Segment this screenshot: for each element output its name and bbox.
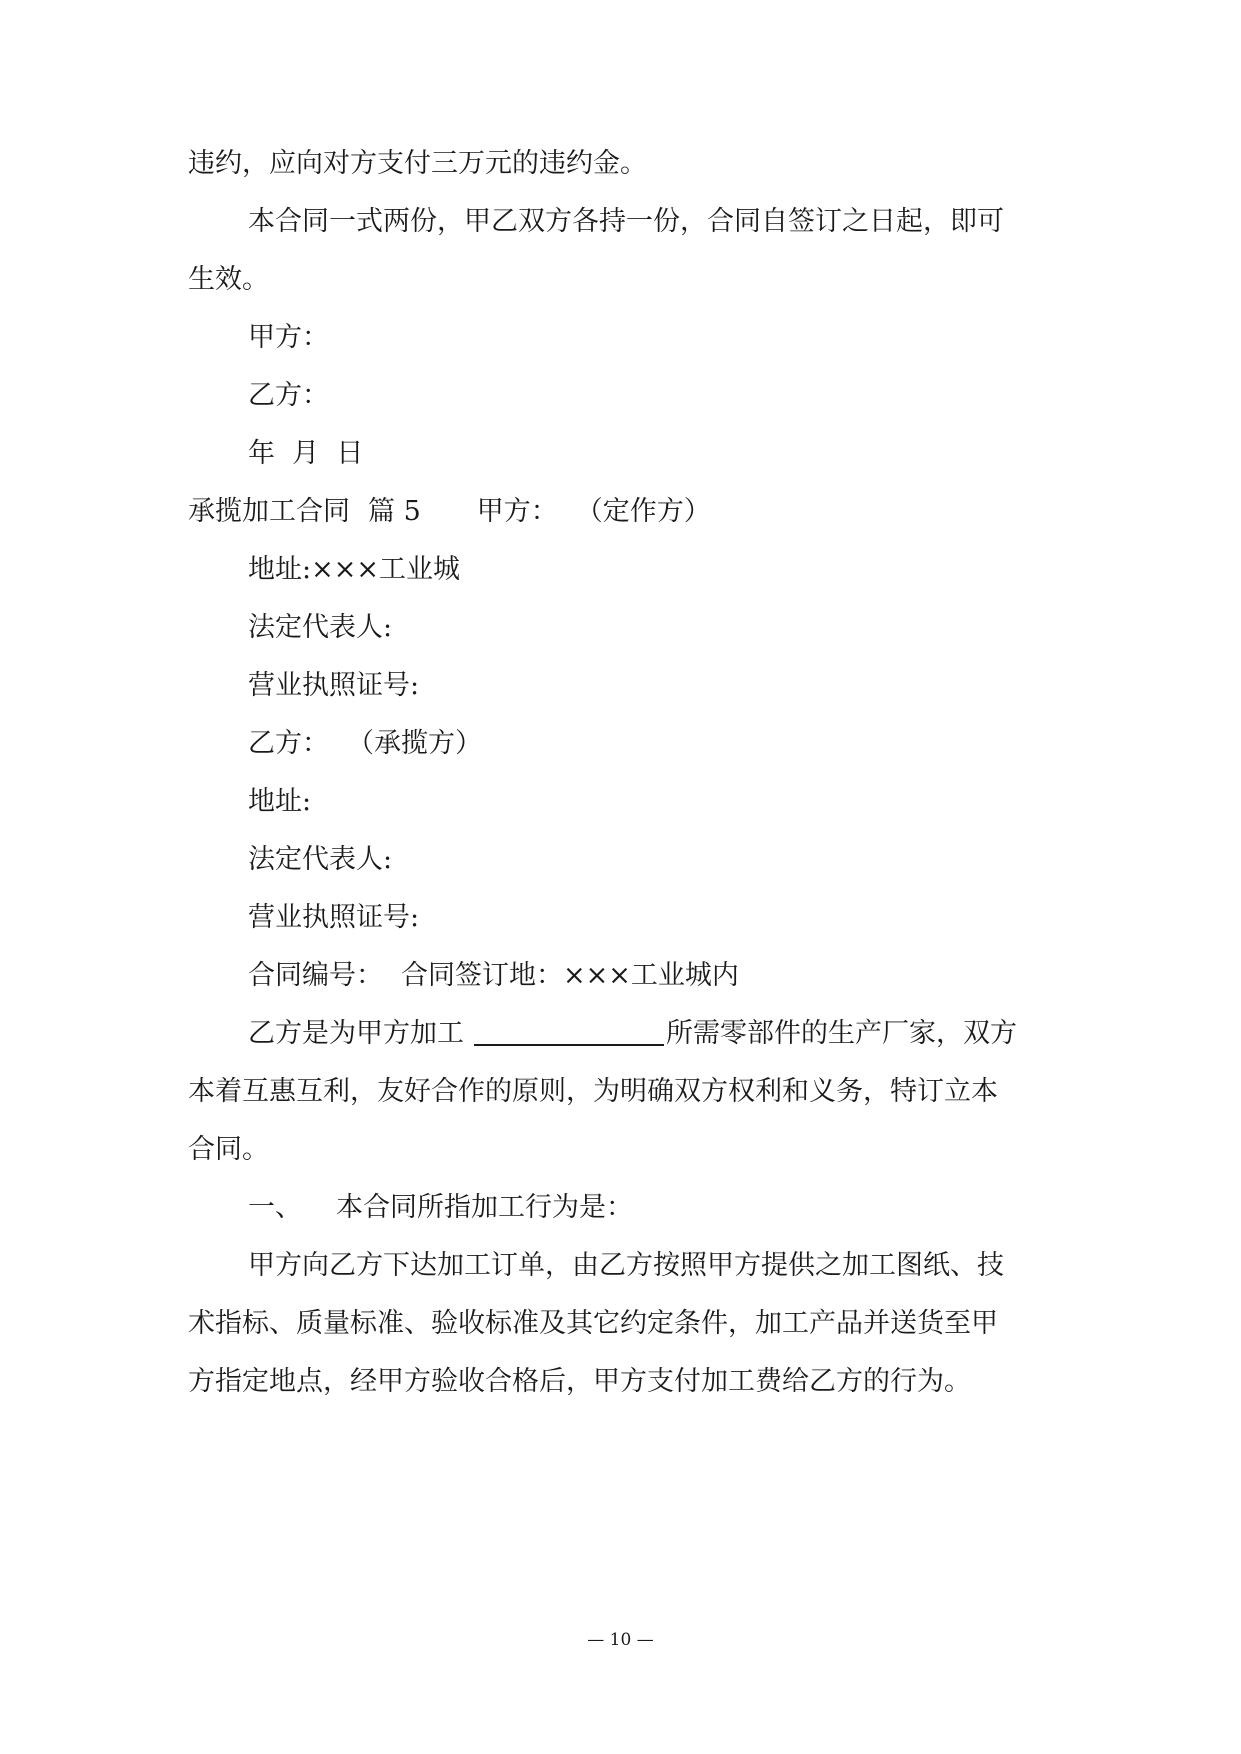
paragraph-line: 术指标、质量标准、验收标准及其它约定条件，加工产品并送货至甲 (188, 1308, 998, 1339)
paragraph-line: 方指定地点，经甲方验收合格后，甲方支付加工费给乙方的行为。 (188, 1366, 971, 1397)
party-b-legal-rep: 法定代表人: (248, 844, 393, 875)
intro-part2: 所需零部件的生产厂家，双方 (666, 1018, 1017, 1049)
contract-heading (188, 494, 1068, 530)
party-a-legal-rep: 法定代表人: (248, 612, 393, 643)
paragraph-line: 生效。 (188, 264, 269, 295)
signature-party-b: 乙方： (248, 380, 329, 411)
party-a-label: 甲方： (476, 496, 558, 527)
intro-part1: 乙方是为甲方加工 (248, 1018, 464, 1049)
paragraph-line: 本着互惠互利，友好合作的原则，为明确双方权利和义务，特订立本 (188, 1076, 998, 1107)
party-b-address: 地址: (248, 786, 312, 817)
contract-place: 合同签订地：×××工业城内 (401, 960, 739, 991)
party-a-address: 地址:×××工业城 (248, 554, 460, 585)
page-number: — 10 — (587, 1630, 654, 1650)
party-b-line (248, 726, 1128, 762)
section-heading (248, 1190, 1128, 1226)
fill-in-blank (474, 1018, 664, 1046)
paragraph-line: 甲方向乙方下达加工订单，由乙方按照甲方提供之加工图纸、技 (248, 1250, 1004, 1281)
contract-number-label: 合同编号： (248, 960, 383, 991)
section-number: 一、 (248, 1192, 302, 1223)
paragraph-line: 违约，应向对方支付三万元的违约金。 (188, 148, 647, 179)
paragraph-line: 本合同一式两份，甲乙双方各持一份，合同自签订之日起，即可 (248, 206, 1004, 237)
party-a-license: 营业执照证号: (248, 670, 420, 701)
contract-meta-line (248, 958, 1128, 994)
signature-date: 年 月 日 (248, 438, 364, 469)
party-a-role: （定作方） (575, 496, 711, 527)
intro-line (248, 1016, 1128, 1052)
section-title: 本合同所指加工行为是： (336, 1192, 633, 1223)
party-b-label: 乙方： (248, 728, 329, 759)
contract-number: 篇 5 (368, 496, 421, 527)
signature-party-a: 甲方： (248, 322, 329, 353)
party-b-role: （承揽方） (347, 728, 482, 759)
party-b-license: 营业执照证号: (248, 902, 420, 933)
contract-title: 承揽加工合同 (188, 496, 350, 527)
paragraph-line: 合同。 (188, 1134, 269, 1165)
